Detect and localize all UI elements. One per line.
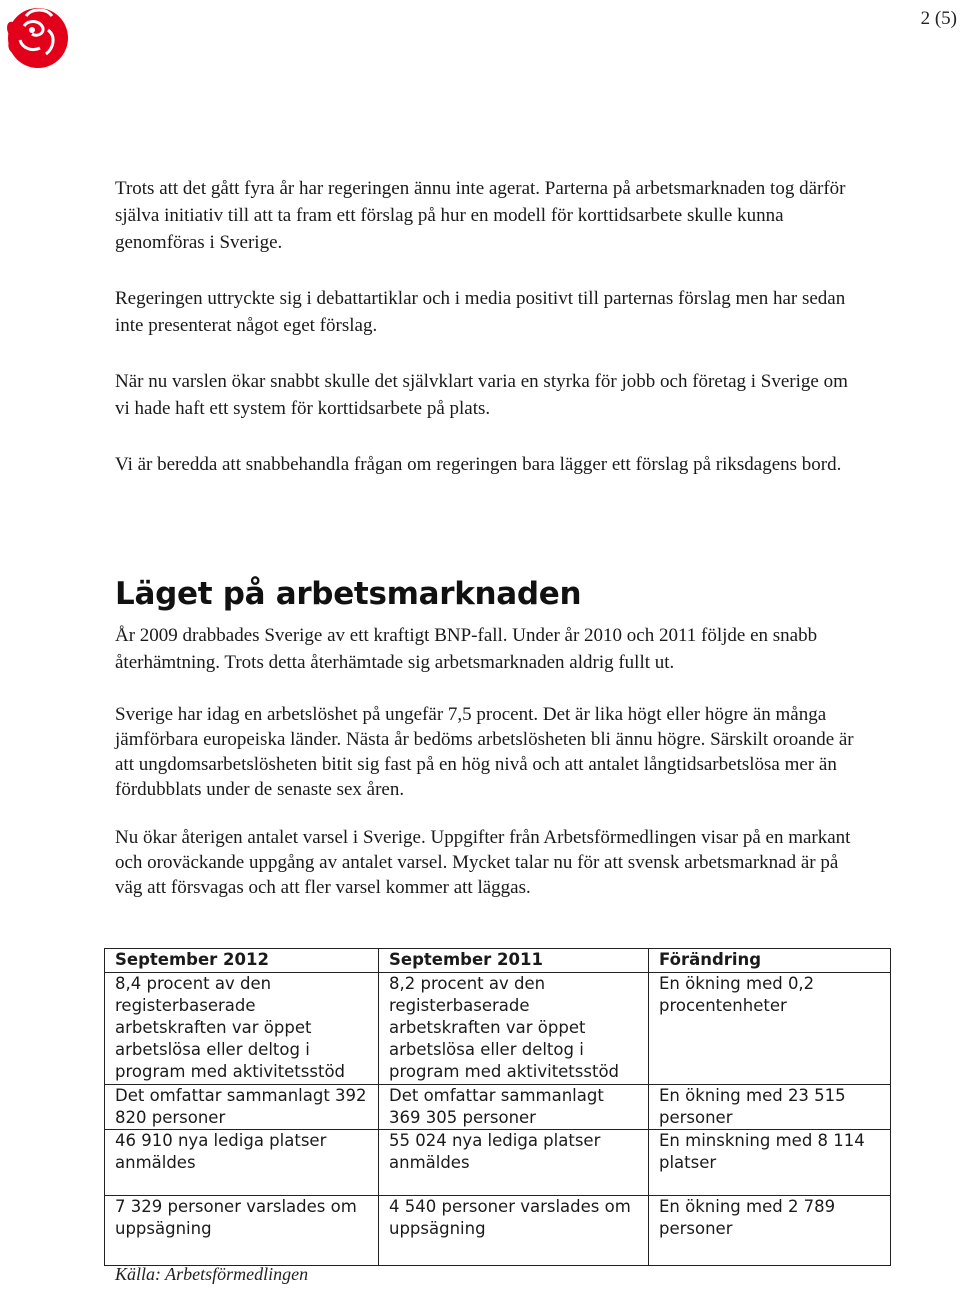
intro-paragraph-1: Trots att det gått fyra år har regeringen ännu inte agerat. Parterna på arbetsmarknaden tog därför själva initiativ till att ta fram ett förslag på hur en modell för korttidsarbete skulle kunna genomföras i Sverige. xyxy=(115,178,846,253)
intro-paragraph-4: Vi är beredda att snabbehandla frågan om regeringen bara lägger ett förslag på riksdagens bord. xyxy=(115,454,842,475)
table-cell: Det omfattar sammanlagt 392 820 personer xyxy=(105,1085,379,1130)
rose-logo-icon xyxy=(2,2,70,74)
table-cell: En ökning med 23 515 personer xyxy=(649,1085,891,1130)
column-header: Förändring xyxy=(649,949,891,973)
page-number: 2 (5) xyxy=(920,8,957,29)
table-cell: En ökning med 2 789 personer xyxy=(649,1196,891,1266)
table-row xyxy=(105,973,891,1085)
table-cell: 8,4 procent av den registerbaserade arbetskraften var öppet arbetslösa eller deltog i program med aktivitetsstöd xyxy=(105,973,379,1085)
table-cell: 7 329 personer varslades om uppsägning xyxy=(105,1196,379,1266)
section-heading: Läget på arbetsmarknaden xyxy=(115,576,582,612)
column-header: September 2012 xyxy=(105,949,379,973)
table-row xyxy=(105,1085,891,1130)
table-cell: 8,2 procent av den registerbaserade arbetskraften var öppet arbetslösa eller deltog i program med aktivitetsstöd xyxy=(379,973,649,1085)
section-paragraph-2: Sverige har idag en arbetslöshet på ungefär 7,5 procent. Det är lika högt eller högre än många jämförbara europeiska länder. Nästa år bedöms arbetslösheten bli ännu högre. Särskilt oroande är att ungdomsarbetslösheten bitit sig fast på en hög nivå och att antalet långtidsarbetslösa mer än fördubblats under de senaste sex åren. xyxy=(115,704,854,800)
table-cell: 46 910 nya lediga platser anmäldes xyxy=(105,1130,379,1196)
table-cell: Det omfattar sammanlagt 369 305 personer xyxy=(379,1085,649,1130)
table-row xyxy=(105,1196,891,1266)
source-caption: Källa: Arbetsförmedlingen xyxy=(115,1264,309,1284)
table-cell: 4 540 personer varslades om uppsägning xyxy=(379,1196,649,1266)
intro-paragraph-2: Regeringen uttryckte sig i debattartiklar och i media positivt till parternas förslag men har sedan inte presenterat något eget förslag. xyxy=(115,288,846,336)
section-paragraph-1: År 2009 drabbades Sverige av ett kraftigt BNP-fall. Under år 2010 och 2011 följde en snabb återhämtning. Trots detta återhämtade sig arbetsmarknaden aldrig fullt ut. xyxy=(115,625,818,673)
column-header: September 2011 xyxy=(379,949,649,973)
unemployment-table xyxy=(104,948,891,1266)
table-cell: En minskning med 8 114 platser xyxy=(649,1130,891,1196)
table-cell: 55 024 nya lediga platser anmäldes xyxy=(379,1130,649,1196)
table-cell: En ökning med 0,2 procentenheter xyxy=(649,973,891,1085)
intro-paragraph-3: När nu varslen ökar snabbt skulle det självklart varia en styrka för jobb och företag i Sverige om vi hade haft ett system för korttidsarbete på plats. xyxy=(115,371,848,419)
table-header-row xyxy=(105,949,891,973)
section-paragraph-3: Nu ökar återigen antalet varsel i Sverige. Uppgifter från Arbetsförmedlingen visar på en markant och oroväckande uppgång av antalet varsel. Mycket talar nu för att svensk arbetsmarknad är på väg att försvagas och att fler varsel kommer att läggas. xyxy=(115,827,851,898)
table-row xyxy=(105,1130,891,1196)
